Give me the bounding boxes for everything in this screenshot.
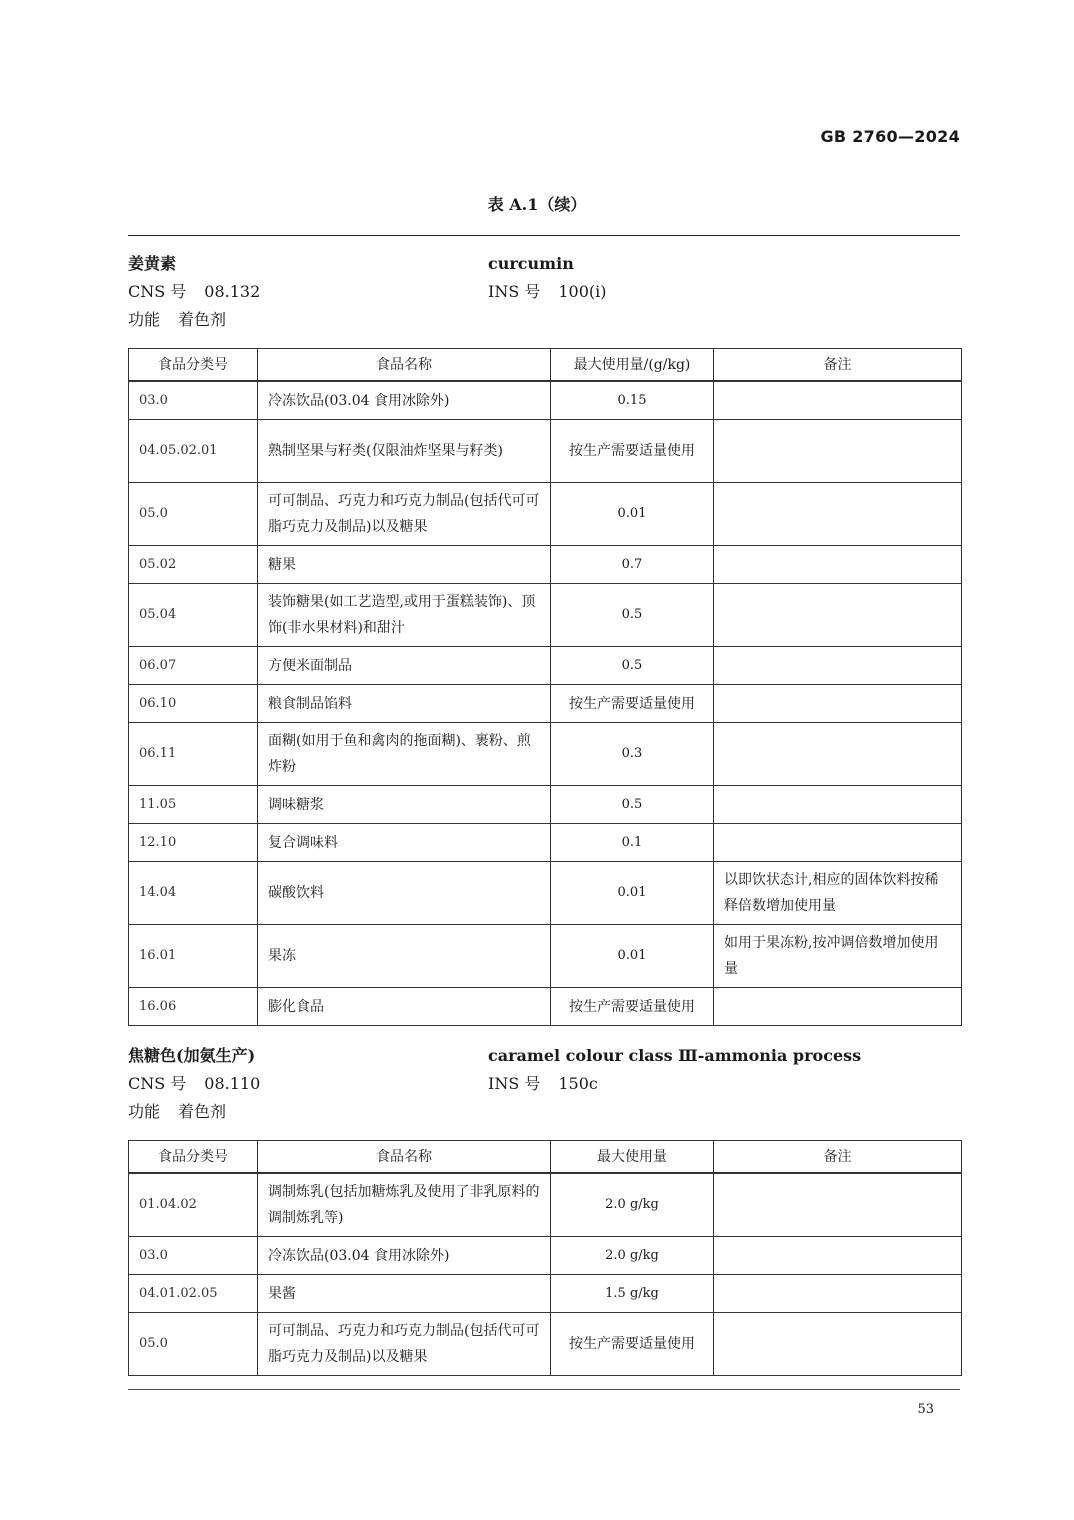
food-name: 糖果 (258, 546, 551, 584)
category-code: 03.0 (129, 1237, 258, 1275)
header-remarks: 备注 (714, 349, 962, 382)
category-code: 16.06 (129, 988, 258, 1026)
category-code: 11.05 (129, 786, 258, 824)
additive-meta (128, 1042, 961, 1140)
category-code: 04.05.02.01 (129, 420, 258, 483)
max-usage: 0.5 (551, 786, 714, 824)
remarks (714, 685, 962, 723)
food-name: 复合调味料 (258, 824, 551, 862)
remarks: 以即饮状态计,相应的固体饮料按稀释倍数增加使用量 (714, 862, 962, 925)
function-label: 功能 (128, 310, 161, 329)
table-title: 表 A.1（续） (487, 195, 587, 214)
category-code: 12.10 (129, 824, 258, 862)
category-code: 05.04 (129, 584, 258, 647)
food-name: 可可制品、巧克力和巧克力制品(包括代可可脂巧克力及制品)以及糖果 (258, 1313, 551, 1376)
cns-label: CNS 号 (128, 282, 187, 301)
additive-section-caramel (128, 1042, 961, 1376)
table-row (129, 824, 962, 862)
table-row (129, 723, 962, 786)
table-row (129, 1313, 962, 1376)
header-category-code: 食品分类号 (129, 349, 258, 382)
ins-value: 100(i) (558, 282, 607, 301)
remarks (714, 1275, 962, 1313)
header-max-usage: 最大使用量/(g/kg) (551, 349, 714, 382)
max-usage: 1.5 g/kg (551, 1275, 714, 1313)
remarks (714, 723, 962, 786)
ins-number (488, 278, 607, 306)
max-usage: 按生产需要适量使用 (551, 988, 714, 1026)
table-row (129, 685, 962, 723)
category-code: 05.0 (129, 483, 258, 546)
food-name: 碳酸饮料 (258, 862, 551, 925)
remarks (714, 786, 962, 824)
remarks (714, 420, 962, 483)
ins-number (488, 1070, 598, 1098)
table-row (129, 420, 962, 483)
food-name: 果酱 (258, 1275, 551, 1313)
ins-label: INS 号 (488, 282, 541, 301)
category-code: 01.04.02 (129, 1173, 258, 1237)
food-name: 熟制坚果与籽类(仅限油炸坚果与籽类) (258, 420, 551, 483)
additive-name-cn: 焦糖色(加氨生产) (128, 1046, 256, 1065)
page-number: 53 (917, 1402, 934, 1417)
additive-section-curcumin (128, 250, 961, 1026)
header-max-usage: 最大使用量 (551, 1141, 714, 1174)
ins-label: INS 号 (488, 1074, 541, 1093)
footer-rule (128, 1389, 960, 1390)
ins-value: 150c (558, 1074, 598, 1093)
max-usage: 0.7 (551, 546, 714, 584)
usage-table (128, 1140, 962, 1376)
remarks (714, 1173, 962, 1237)
remarks (714, 824, 962, 862)
remarks: 如用于果冻粉,按冲调倍数增加使用量 (714, 925, 962, 988)
remarks (714, 1313, 962, 1376)
table-row (129, 584, 962, 647)
remarks (714, 483, 962, 546)
function-label: 功能 (128, 1102, 161, 1121)
food-name: 冷冻饮品(03.04 食用冰除外) (258, 381, 551, 420)
additive-name-en: curcumin (488, 254, 574, 273)
additive-name-cn: 姜黄素 (128, 254, 177, 273)
food-name: 可可制品、巧克力和巧克力制品(包括代可可脂巧克力及制品)以及糖果 (258, 483, 551, 546)
table-row (129, 988, 962, 1026)
cns-label: CNS 号 (128, 1074, 187, 1093)
food-name: 冷冻饮品(03.04 食用冰除外) (258, 1237, 551, 1275)
max-usage: 按生产需要适量使用 (551, 1313, 714, 1376)
max-usage: 0.1 (551, 824, 714, 862)
table-row (129, 647, 962, 685)
top-rule (128, 235, 960, 236)
category-code: 04.01.02.05 (129, 1275, 258, 1313)
remarks (714, 647, 962, 685)
cns-value: 08.132 (204, 282, 261, 301)
function (128, 306, 226, 334)
max-usage: 按生产需要适量使用 (551, 685, 714, 723)
max-usage: 2.0 g/kg (551, 1237, 714, 1275)
max-usage: 0.01 (551, 862, 714, 925)
table-row (129, 546, 962, 584)
header-food-name: 食品名称 (258, 349, 551, 382)
table-row (129, 925, 962, 988)
function (128, 1098, 226, 1126)
food-name: 面糊(如用于鱼和禽肉的拖面糊)、裹粉、煎炸粉 (258, 723, 551, 786)
remarks (714, 1237, 962, 1275)
food-name: 装饰糖果(如工艺造型,或用于蛋糕装饰)、顶饰(非水果材料)和甜汁 (258, 584, 551, 647)
cns-number (128, 278, 260, 306)
max-usage: 0.5 (551, 584, 714, 647)
food-name: 方便米面制品 (258, 647, 551, 685)
food-name: 果冻 (258, 925, 551, 988)
remarks (714, 381, 962, 420)
cns-value: 08.110 (204, 1074, 261, 1093)
max-usage: 0.01 (551, 925, 714, 988)
category-code: 05.02 (129, 546, 258, 584)
category-code: 06.07 (129, 647, 258, 685)
category-code: 16.01 (129, 925, 258, 988)
table-row (129, 483, 962, 546)
header-category-code: 食品分类号 (129, 1141, 258, 1174)
food-name: 粮食制品馅料 (258, 685, 551, 723)
header-food-name: 食品名称 (258, 1141, 551, 1174)
category-code: 03.0 (129, 381, 258, 420)
table-row (129, 1237, 962, 1275)
cns-number (128, 1070, 260, 1098)
header-remarks: 备注 (714, 1141, 962, 1174)
food-name: 调制炼乳(包括加糖炼乳及使用了非乳原料的调制炼乳等) (258, 1173, 551, 1237)
category-code: 14.04 (129, 862, 258, 925)
max-usage: 2.0 g/kg (551, 1173, 714, 1237)
table-header-row (129, 349, 962, 382)
usage-table (128, 348, 962, 1026)
category-code: 05.0 (129, 1313, 258, 1376)
table-row (129, 862, 962, 925)
remarks (714, 584, 962, 647)
remarks (714, 988, 962, 1026)
additive-meta (128, 250, 961, 348)
table-row (129, 1173, 962, 1237)
remarks (714, 546, 962, 584)
max-usage: 0.5 (551, 647, 714, 685)
standard-number: GB 2760—2024 (820, 127, 960, 146)
max-usage: 0.01 (551, 483, 714, 546)
category-code: 06.10 (129, 685, 258, 723)
max-usage: 按生产需要适量使用 (551, 420, 714, 483)
food-name: 调味糖浆 (258, 786, 551, 824)
category-code: 06.11 (129, 723, 258, 786)
max-usage: 0.3 (551, 723, 714, 786)
additive-name-en: caramel colour class Ⅲ-ammonia process (488, 1046, 862, 1065)
table-row (129, 381, 962, 420)
table-row (129, 1275, 962, 1313)
function-value: 着色剂 (178, 310, 227, 329)
max-usage: 0.15 (551, 381, 714, 420)
table-header-row (129, 1141, 962, 1174)
food-name: 膨化食品 (258, 988, 551, 1026)
table-row (129, 786, 962, 824)
function-value: 着色剂 (178, 1102, 227, 1121)
